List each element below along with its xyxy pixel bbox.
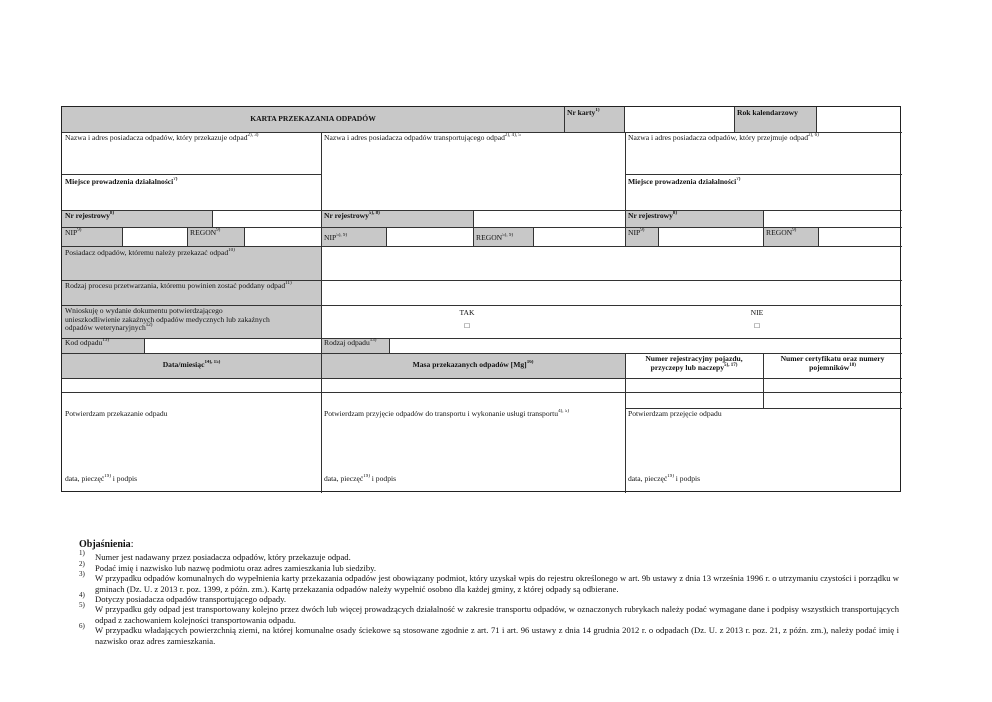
- rodzaj-odpadu-label: Rodzaj odpadu$^{13)}$: [324, 338, 377, 347]
- note-5: 5) W przypadku gdy odpad jest transportowany kolejno przez dwóch lub więcej prowadzących działalność w zakresie transportu odpadów, w oznaczonych rubrykach należy podać wymagane dane i podpisy wszystkich transportujących odpad z zachowaniem kolejności transportowania odpadu.: [79, 601, 899, 625]
- rule: [62, 174, 321, 175]
- rule: [62, 246, 902, 247]
- rule: [321, 132, 322, 493]
- rule: [62, 338, 902, 339]
- form-title: KARTA PRZEKAZANIA ODPADÓW: [250, 114, 376, 123]
- posiadacz-label: Posiadacz odpadów, któremu należy przekazać odpad$^{10)}$: [65, 248, 235, 257]
- rodzaj-procesu-label: Rodzaj procesu przetwarzania, któremu powinien zostać poddany odpad$^{11)}$: [65, 281, 292, 290]
- regon-label-3: REGON$^{9)}$: [766, 228, 797, 237]
- note-1: 1) Numer jest nadawany przez posiadacza odpadów, który przekazuje odpad.: [79, 549, 351, 563]
- nr-karty-field[interactable]: [624, 107, 734, 132]
- nr-rej-label-1: Nr rejestrowy$^{8)}$: [65, 211, 115, 220]
- col1-header: Nazwa i adres posiadacza odpadów, który przekazuje odpad$^{2), 3)}$: [65, 133, 259, 142]
- explanations: [79, 540, 899, 646]
- data-miesiac-header: Data/miesiąc$^{14), 15)}$: [162, 360, 221, 369]
- masa-header: Masa przekazanych odpadów $[Mg]^{16)}$: [412, 360, 534, 369]
- note-2: 2) Podać imię i nazwisko lub nazwę podmiotu oraz adres zamieszkania lub siedziby.: [79, 559, 377, 573]
- rule: [244, 227, 245, 246]
- rok-label: Rok kalendarzowy: [737, 108, 798, 117]
- tak-checkbox[interactable]: □: [464, 321, 470, 330]
- rule: [62, 392, 902, 393]
- podpis-2: data, pieczęć$^{19)}$ i podpis: [324, 474, 397, 483]
- rule: [386, 227, 387, 246]
- note-6: 6) W przypadku władających powierzchnią ziemi, na której komunalne osady ściekowe są stosowane zgodnie z art. 71 i art. 96 ustawy z dnia 14 grudnia 2012 r. o odpadach (Dz. U. z 2013 r. poz. 21, z późn. zm.), należy podać imię i nazwisko oraz adres zamieszkania.: [79, 622, 899, 646]
- nr-rej-label-3: Nr rejestrowy$^{8)}$: [628, 211, 678, 220]
- regon-label-1: REGON$^{9)}$: [190, 228, 221, 237]
- rule: [473, 210, 474, 227]
- nip-label-2: $NIP^{5), 9)}$: [324, 233, 348, 242]
- miejsce-label-1: Miejsce prowadzenia działalności$^{7)}$: [65, 177, 178, 186]
- nie-label: NIE: [750, 308, 764, 317]
- col3-header: Nazwa i adres posiadacza odpadów, który przejmuje odpad$^{2), 6)}$: [628, 133, 819, 142]
- waste-transfer-card: [61, 106, 901, 492]
- rule: [122, 227, 123, 246]
- regon-label-2: $REGON^{5), 9)}$: [476, 233, 513, 242]
- nr-rej-label-2: Nr rejestrowy$^{5), 8)}$: [324, 211, 380, 220]
- potwierdzam-przejecie: Potwierdzam przejęcie odpadu: [628, 409, 722, 418]
- potwierdzam-transport: Potwierdzam przyjęcie odpadów do transportu i wykonanie usługi transportu$^{4), 5)}$: [324, 409, 569, 418]
- podpis-3: data, pieczęć$^{19)}$ i podpis: [628, 474, 701, 483]
- col2-header: Nazwa i adres posiadacza odpadów transportującego odpad$^{2), 4), 5}$: [324, 133, 521, 142]
- rule: [62, 378, 902, 379]
- kod-label: Kod odpadu$^{13)}$: [65, 338, 110, 347]
- wnioskuje-label: Wnioskuję o wydanie dokumentu potwierdzającego unieszkodliwienie zakaźnych odpadów medycznych lub zakaźnych odpadów weterynaryjnych$^{12)}$: [65, 306, 270, 333]
- rule: [389, 338, 390, 353]
- explanations-title: Objaśnienia:: [79, 539, 134, 550]
- nip-label-3: NIP$^{9)}$: [628, 228, 645, 237]
- rok-field[interactable]: [816, 107, 902, 132]
- numer-rej-pojazdu-header: Numer rejestracyjny pojazdu, przyczepy lub naczepy$^{5), 17)}$: [645, 354, 743, 372]
- rule: [625, 353, 626, 493]
- podpis-1: data, pieczęć$^{19)}$ i podpis: [65, 474, 138, 483]
- nie-checkbox[interactable]: □: [754, 321, 760, 330]
- note-3: 3) W przypadku odpadów komunalnych do wypełnienia karty przekazania odpadów jest obowiązany podmiot, który uzyskał wpis do rejestru określonego w art. 9b ustawy z dnia 13 września 1996 r. o utrzymaniu czystości i porządku w gminach (Dz. U. z 2013 r. poz. 1399, z późn. zm.). Kartę przekazania odpadów należy wypełnić osobno dla każdej gminy, z której odpady są odbierane.: [79, 570, 899, 594]
- potwierdzam-przekazanie: Potwierdzam przekazanie odpadu: [65, 409, 168, 418]
- note-4: 4) Dotyczy posiadacza odpadów transportującego odpady.: [79, 591, 287, 605]
- rule: [144, 338, 145, 353]
- rule: [658, 227, 659, 246]
- tak-label: TAK: [459, 308, 475, 317]
- numer-certyfikatu-header: Numer certyfikatu oraz numery pojemników$^{18)}$: [780, 354, 885, 372]
- rule: [625, 174, 902, 175]
- rule: [818, 227, 819, 246]
- rule: [533, 227, 534, 246]
- nip-label-1: NIP$^{9)}$: [65, 228, 82, 237]
- nr-karty-label: Nr karty$^{1)}$: [567, 108, 600, 117]
- miejsce-label-3: Miejsce prowadzenia działalności$^{7)}$: [628, 177, 741, 186]
- rule: [212, 210, 213, 227]
- rule: [763, 210, 764, 227]
